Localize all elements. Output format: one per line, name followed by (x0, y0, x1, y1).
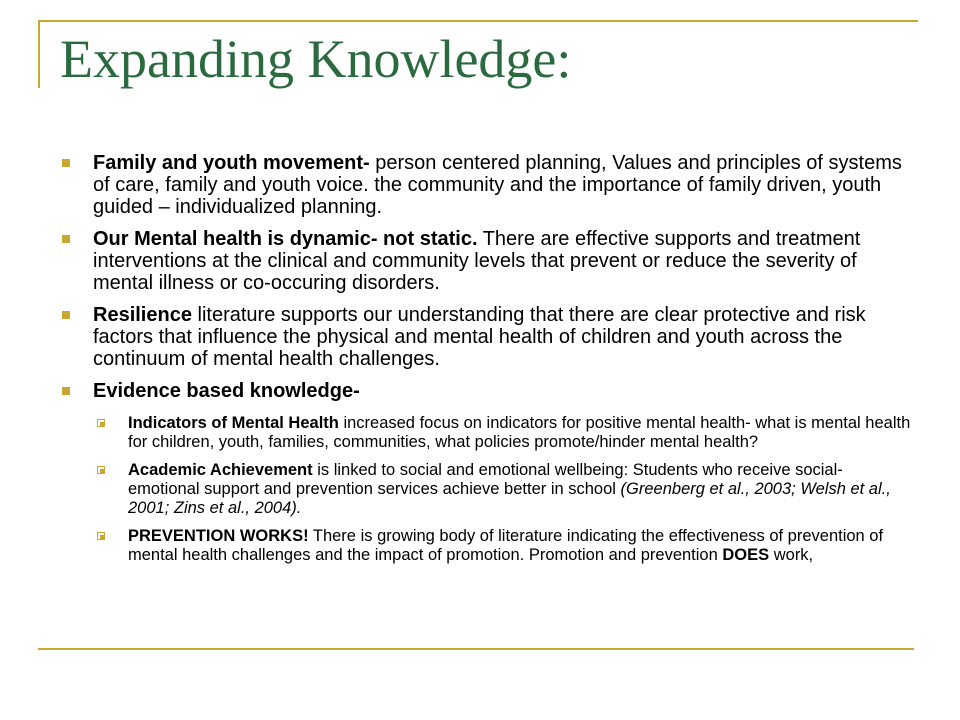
checkbox-bullet-icon (97, 532, 105, 540)
bullet-mental-health-dynamic (62, 228, 912, 294)
bullet-square-icon (62, 387, 70, 395)
bottom-rule (38, 648, 914, 650)
checkbox-bullet-icon (97, 419, 105, 427)
sub-bullet-bold: Academic Achievement (128, 461, 313, 479)
bullet-bold: Resilience (93, 304, 192, 326)
left-rule (38, 20, 40, 88)
bullet-text: literature supports our understanding that there are clear protective and risk factors that influence the physical and mental health of children and youth across the continuum of mental health challenges. (93, 304, 866, 370)
sub-bullet-emphasis: DOES (722, 546, 770, 564)
sub-bullet-indicators (62, 414, 912, 452)
slide-body (62, 152, 912, 574)
bullet-text: person centered planning, Values and principles of systems of care, family and youth voice. the community and the importance of family driven, youth guided – individualized planning. (93, 152, 902, 218)
sub-bullet-bold: PREVENTION WORKS! (128, 527, 309, 545)
slide-title: Expanding Knowledge: (60, 29, 572, 89)
sub-bullet-text: is linked to social and emotional wellbeing: Students who receive social-emotional support and prevention services achieve better in school (128, 461, 843, 498)
sub-bullet-text: increased focus on indicators for positive mental health- what is mental health for children, youth, families, communities, what policies promote/hinder mental health? (128, 414, 911, 451)
bullet-square-icon (62, 159, 70, 167)
checkbox-bullet-icon (97, 466, 105, 474)
bullet-evidence-based (62, 380, 912, 402)
sub-bullet-bold: Indicators of Mental Health (128, 414, 339, 432)
citation-text: (Greenberg et al., 2003; Welsh et al., 2001; Zins et al., 2004). (128, 480, 891, 517)
top-rule (38, 20, 918, 22)
sub-bullet-prevention-works (62, 527, 912, 565)
bullet-square-icon (62, 235, 70, 243)
bullet-bold: Evidence based knowledge- (93, 380, 360, 402)
bullet-resilience (62, 304, 912, 370)
bullet-bold: Family and youth movement- (93, 152, 370, 174)
sub-bullet-text-end: work, (769, 546, 814, 564)
bullet-text: There are effective supports and treatment interventions at the clinical and community levels that prevent or reduce the severity of mental illness or co-occuring disorders. (93, 228, 861, 294)
sub-bullet-text: There is growing body of literature indicating the effectiveness of prevention of mental health challenges and the impact of promotion. Promotion and prevention (128, 527, 884, 564)
sub-bullet-academic-achievement (62, 461, 912, 518)
bullet-family-youth-movement (62, 152, 912, 218)
bullet-bold: Our Mental health is dynamic- not static. (93, 228, 478, 250)
bullet-square-icon (62, 311, 70, 319)
